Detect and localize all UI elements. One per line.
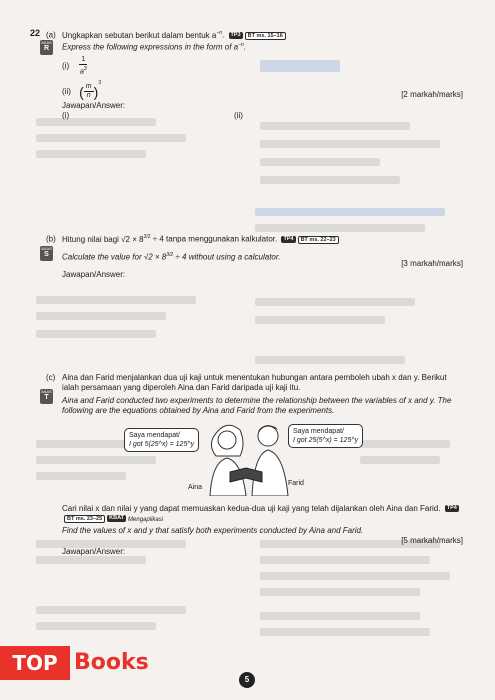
kbat-badge: KBAT (109, 515, 125, 522)
tp-badge: TP3 (230, 32, 241, 39)
part-c-text-en: Aina and Farid conducted two experiments to determine the relationship between the variables of x and y. The following are the equations obtained by Aina and Farid from the experiments. (62, 396, 452, 415)
part-c-task-ms: Cari nilai x dan nilai y yang dapat memuaskan kedua-dua uji kaji yang telah dijalankan oleh Aina dan Farid. TP4BT ms. 23–25 KBAT Mengaplikasi (62, 504, 457, 523)
part-c-label: (c) (46, 373, 56, 382)
question-number: 22 (30, 28, 41, 38)
aina-speech-bubble: Saya mendapat/ I got 5(25^x) = 125^y (124, 428, 199, 452)
akas-badge-t: AKAS T (40, 389, 53, 404)
part-c-answer-label: Jawapan/Answer: (62, 547, 126, 556)
part-a-marks: [2 markah/marks] (401, 90, 463, 99)
topbooks-logo: TOP Books (0, 646, 175, 680)
textbook-ref-badge: BT ms. 22–23 (298, 236, 339, 244)
textbook-ref-badge: BT ms. 15–16 (245, 32, 286, 40)
name-farid: Farid (288, 480, 304, 487)
tp-badge: TP4 (283, 236, 294, 243)
part-a-answer-label: Jawapan/Answer: (62, 101, 126, 110)
part-b-answer-label: Jawapan/Answer: (62, 270, 126, 279)
part-a-text-en: Express the following expressions in the form of $a^{-n}$. (62, 42, 247, 52)
part-b-text-ms: (b) Hitung nilai bagi $√2 \times 8^{3/2} \div 4$ tanpa menggunakan kalkulator. TP4 BT ms. 22–23 (46, 232, 339, 245)
part-c-task-en: Find the values of x and y that satisfy both experiments conducted by Aina and Farid. (62, 526, 364, 535)
farid-speech-bubble: Saya mendapat/ I got 25(5^x) = 125^y (288, 424, 363, 448)
name-aina: Aina (188, 484, 203, 491)
part-a-ii: (ii) ( $\frac{m}{n}$ )$^3$ (62, 80, 102, 100)
part-b-marks: [3 markah/marks] (401, 259, 463, 268)
akas-badge-r: AKAS R (40, 40, 53, 55)
tp-badge: TP4 (446, 505, 457, 512)
part-b-text-en: Calculate the value for $√2 \times 8^{3/2} \div 4$ without using a calculator. (62, 252, 281, 262)
part-a-answer-ii: (ii) (234, 111, 243, 120)
part-a-i: (i) $\frac{1}{a^3}$ (62, 56, 87, 76)
part-a-answer-i: (i) (62, 111, 70, 120)
textbook-ref-badge: BT ms. 23–25 (64, 515, 105, 523)
part-c-text-ms: Aina dan Farid menjalankan dua uji kaji untuk menentukan hubungan antara pemboleh ubah x dan y. Berikut ialah persamaan yang diperoleh Aina dan Farid daripada uji kaji itu. (62, 373, 447, 392)
page-number: 5 (239, 672, 255, 688)
part-a-text-ms: (a) Ungkapkan sebutan berikut dalam bentuk $a^{-n}$. TP3 BT ms. 15–16 (46, 28, 286, 41)
akas-badge-s: AKAS S (40, 246, 53, 261)
part-c-marks: [5 markah/marks] (401, 536, 463, 545)
